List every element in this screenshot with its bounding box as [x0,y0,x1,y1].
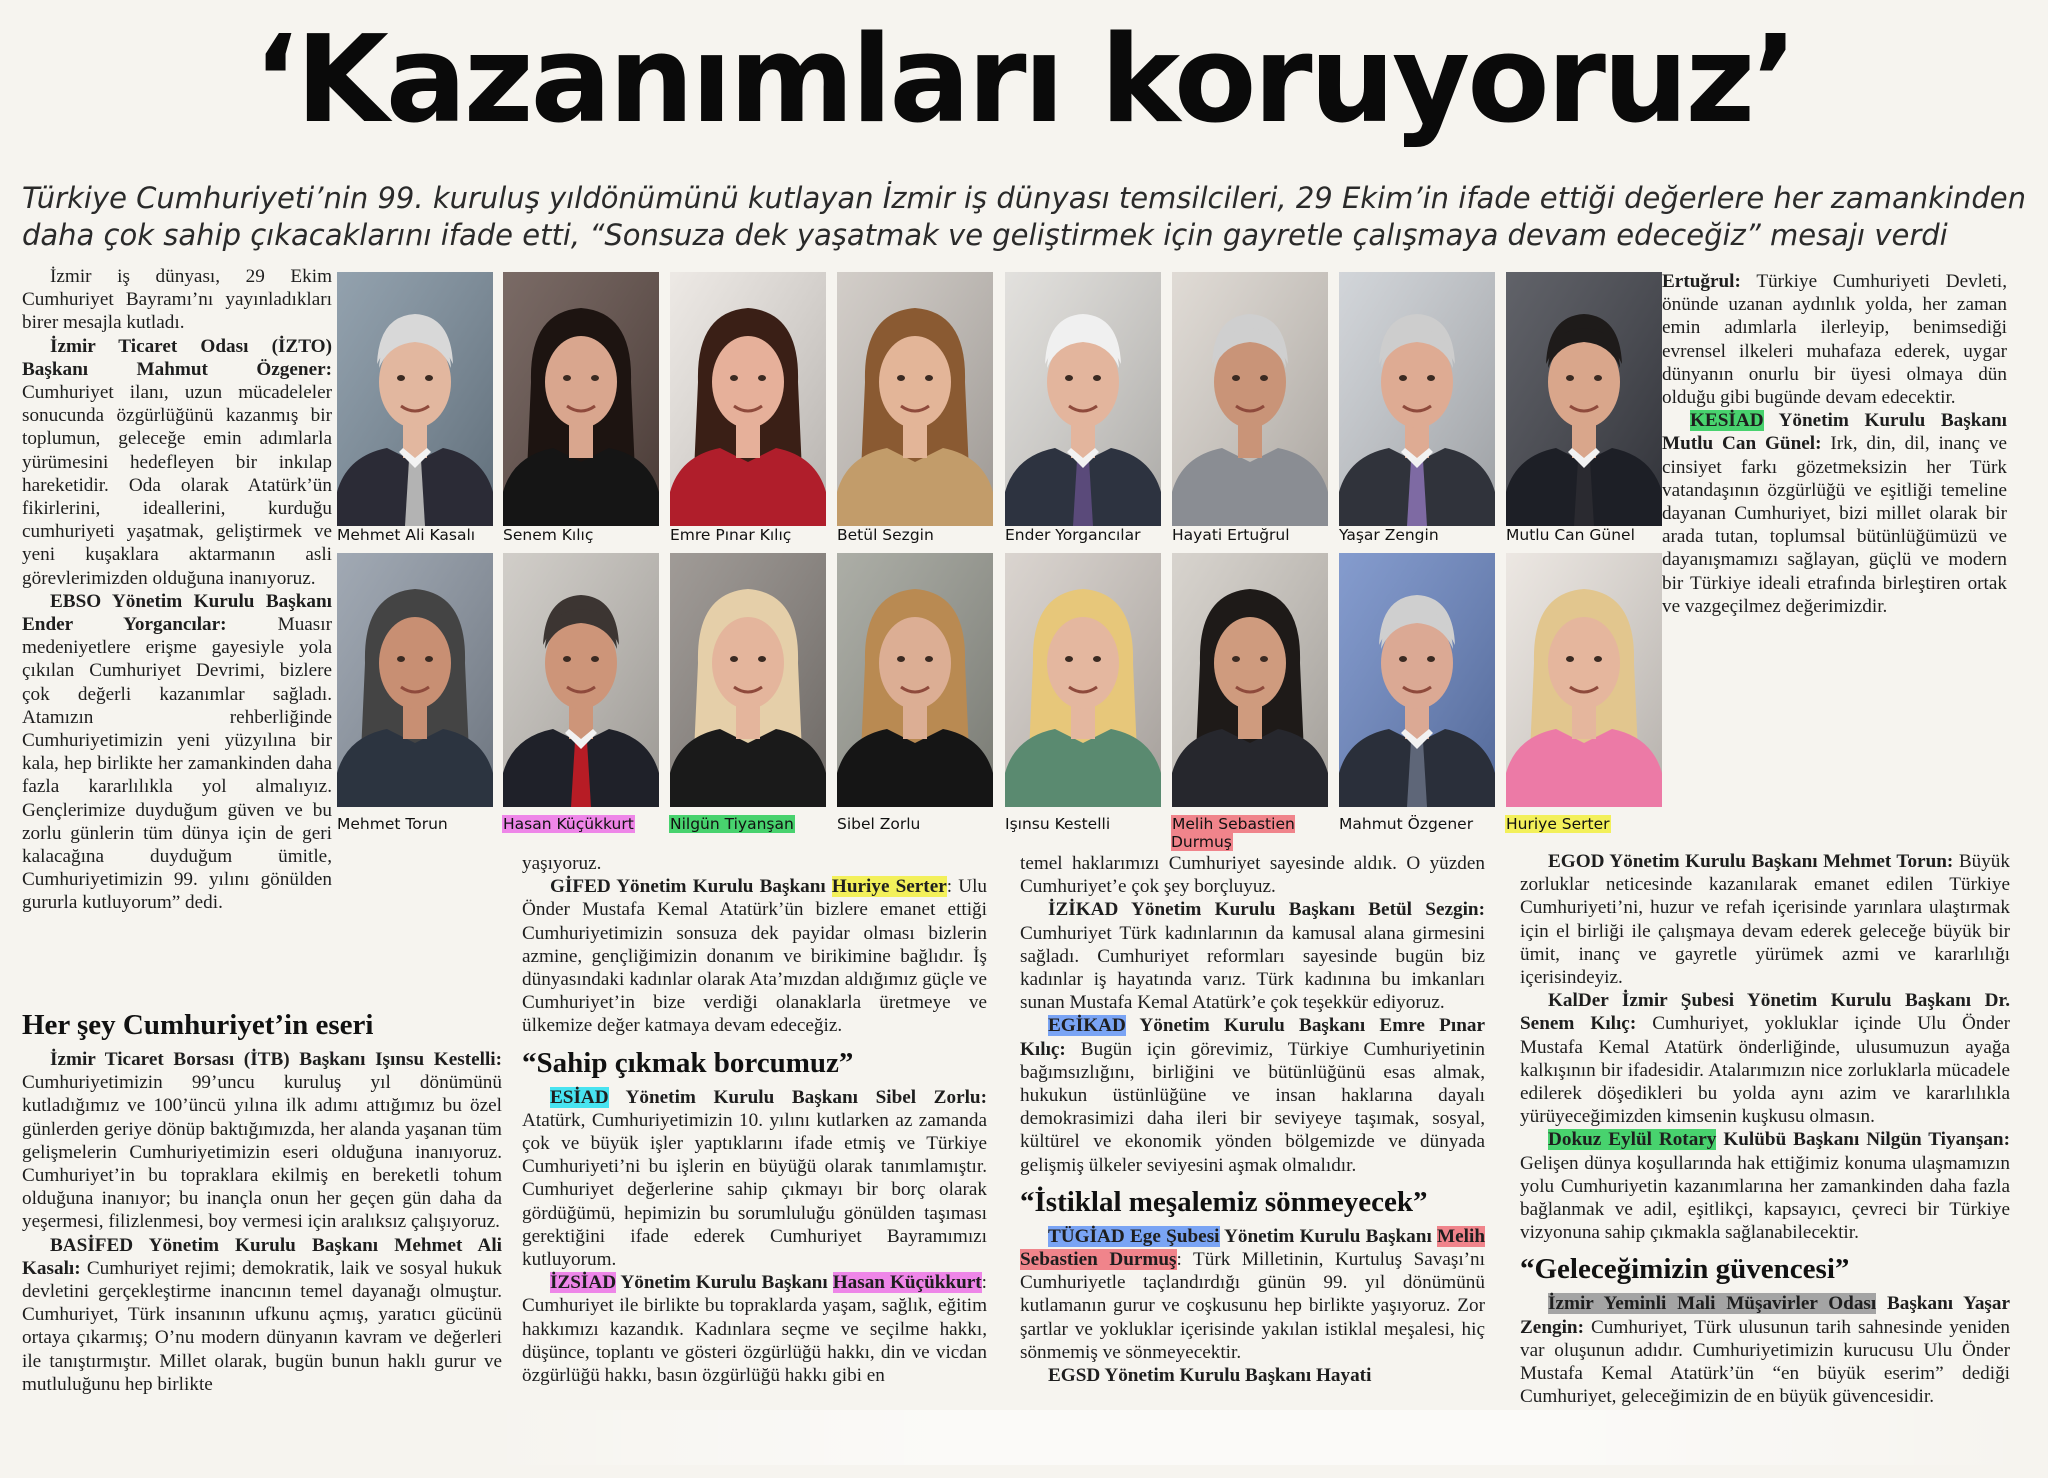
egikad-org: EGİKAD [1048,1015,1126,1037]
photo-14-portrait [1172,553,1328,807]
kesiad-org: KESİAD [1690,410,1764,432]
egod-lead: EGOD Yönetim Kurulu Başkanı Mehmet Torun: [1548,851,1954,872]
iymmo-text: Cumhuriyet, Türk ulusunun tarih sahnesinde yeniden var oluşunun adıdır. Cumhuriyetimizin kurucusu Ulu Önder Mustafa Kemal Atatürk’ün “en büyük eserim” dediği Cumhuriyet, geleceğimizin de en büyük güvencesidir. [1520,1316,2010,1408]
itb-paragraph [22,1048,502,1234]
tugiad-text: : Türk Milletinin, Kurtuluş Savaşı’nı Cumhuriyetle taçlandırdığı günün 99. yıl dönümünü kutlamanın gurur ve coşkusunu hep birlikte yaşıyoruz. Zor şartlar ve yokluklar içerisinde yakılan istiklal meşalesi, hiç sönmemiş ve sönmeyecektir. [1020,1249,1485,1363]
photo-8-portrait [1506,272,1662,526]
subhead-line-2: daha çok sahip çıkacaklarını ifade etti, “Sonsuza dek yaşatmak ve geliştirmek için gayretle çalışmaya devam edeceğiz” mesajı verdi [22,218,1948,252]
iymmo-paragraph [1520,1292,2010,1408]
photo-11-caption-text: Nilgün Tiyanşan [670,815,794,833]
esiad-lead: Yönetim Kurulu Başkanı Sibel Zorlu: [608,1086,987,1108]
gifed-text: : Ulu Önder Mustafa Kemal Atatürk’ün bizlere emanet ettiği Cumhuriyetimizin sonsuza dek payidar olması bizlerin azmine, gençliğimizin donanım ve birikimine bağlıdır. İş dünyasındaki kadınlar olarak Ata’mızdan aldığımız güçle ve Cumhuriyet’in bize verdiği olanaklarla üretmeye ve ülkemize değer katmaya devam edeceğiz. [522,876,987,1037]
photo-9-caption [336,815,508,833]
column-1-top [22,265,332,915]
photo-15 [1339,553,1495,807]
ertugrul-lead: Ertuğrul: [1662,271,1741,292]
kesiad-text: Irk, din, dil, inanç ve cinsiyet farkı gözetmeksizin her Türk vatandaşının özgürlüğü ve eşitliği temeline dayanan Cumhuriyet, bizi millet olarak bir arada tutan, toplumsal bütünlüğümüzü ve dayanışmamızı sağlayan, güçlü ve modern bir Türkiye ideali etrafında birleştiren ortak ve vazgeçilmez değerimizdir. [1662,433,2007,617]
photo-6-portrait [1172,272,1328,526]
photo-4-caption-text: Betül Sezgin [837,526,934,544]
kalder-text: Cumhuriyet, yokluklar içinde Ulu Önder Mustafa Kemal Atatürk önderliğinde, ulusumuzun ayağa kalkışının bir ifadesidir. Atalarımızın nice zorluklarla mücadele edilerek döşedikleri bu yolda aynı azim ve kararlılıkla yürüyeceğimizden kimsenin kuşkusu olmasın. [1520,1013,2010,1128]
photo-1-portrait [337,272,493,526]
gifed-lead: GİFED Yönetim Kurulu Başkanı [550,876,826,898]
column-3 [1020,852,1485,1387]
photo-3-caption [669,526,841,544]
egikad-text: Bugün için görevimiz, Türkiye Cumhuriyetinin bağımsızlığını, birliğini ve bütünlüğünü esas almak, hukukun üstünlüğüne ve insan haklarına dayalı demokrasimizi daha ileri bir seviyeye taşımak, sosyal, kültürel ve ekonomik yönden bölgemizde ve dünyada gelişmiş ülkeler seviyesini aşmak olmalıdır. [1020,1038,1485,1176]
photo-9-portrait [337,553,493,807]
photo-5-portrait [1005,272,1161,526]
photo-4-caption [836,526,1008,544]
basifed-lead: BASİFED Yönetim Kurulu Başkanı Mehmet Ali Kasalı: [22,1234,502,1279]
egsd-lead: EGSD Yönetim Kurulu Başkanı Hayati [1048,1365,1372,1387]
column-1-bottom [22,1000,502,1396]
section-heading-guvence: “Geleceğimizin güvencesi” [1520,1253,1850,1286]
subheadline [22,180,2027,254]
rotary-paragraph [1520,1128,2010,1244]
photo-5-caption [1004,526,1176,544]
rotary-text: Gelişen dünya koşullarında hak ettiğimiz konuma ulaşmamızın yolu Cumhuriyetin kazanımlarına her zamankinden daha fazla bağlanmak ve adil, eşitlikçi, kapsayıcı, çevreci bir Türkiye vizyonuna sahip çıkmakla sağlanabilecektir. [1520,1152,2010,1244]
photo-2 [503,272,659,526]
esiad-text: Atatürk, Cumhuriyetimizin 10. yılını kutlarken az zamanda çok ve büyük işler yaptıklarını ifade etmiş ve Türkiye Cumhuriyeti’ni bu işlerin en büyüğü olarak tanımlamıştır. Cumhuriyet değerlerine sahip çıkmayı bir borç olarak gördüğümü, hepimizin bu sorumluluğu gönülden taşıması gerektiğini ifade ederek Cumhuriyet Bayramımızı kutluyorum. [522,1109,987,1271]
kalder-lead: KalDer İzmir Şubesi Yönetim Kurulu Başkanı Dr. Senem Kılıç: [1520,990,2010,1035]
photo-10-portrait [503,553,659,807]
section-heading-istiklal: “İstiklal meşalemiz sönmeyecek” [1020,1185,1428,1218]
photo-11-caption [669,815,841,833]
photo-1 [337,272,493,526]
izsiad-name: Hasan Küçükkurt [832,1272,982,1294]
col2-continuation: yaşıyoruz. [522,853,602,874]
photo-1-caption [336,526,508,544]
tugiad-lead: Yönetim Kurulu Başkanı [1219,1225,1432,1247]
column-4-bottom [1520,850,2010,1408]
ertugrul-paragraph [1662,270,2007,409]
section-heading-eser: Her şey Cumhuriyet’in eseri [22,1009,374,1041]
izsiad-text: : Cumhuriyet ile birlikte bu topraklarda yaşam, sağlık, eğitim hakkımızı kazandık. Kadınlara seçme ve seçilme hakkı, düşünce, toplantı ve gösteri özgürlüğü hakkı, din ve vicdan özgürlüğü hakkı, basın özgürlüğü hakkı gibi en [522,1272,988,1387]
photo-7-caption [1338,526,1510,544]
photo-3-caption-text: Emre Pınar Kılıç [670,526,792,544]
col3-continuation: temel haklarımızı Cumhuriyet sayesinde aldık. O yüzden Cumhuriyet’e çok şey borçluyuz. [1020,853,1485,898]
izikad-lead: İZİKAD Yönetim Kurulu Başkanı Betül Sezgin: [1048,899,1485,921]
photo-4 [837,272,993,526]
egod-paragraph [1520,850,2010,989]
photo-15-caption [1338,815,1510,833]
kesiad-paragraph [1662,409,2007,618]
ertugrul-text: Türkiye Cumhuriyeti Devleti, önünde uzanan aydınlık yolda, her zaman emin adımlarla ilerleyip, benimsediği evrensel ilkeleri muhafaza ederek, uygar dünyanın onurlu bir üyesi olmaya dün olduğu gibi bugünde devam edecektir. [1662,271,2007,409]
photo-6-caption-text: Hayati Ertuğrul [1172,526,1290,544]
photo-12-caption [836,815,1008,833]
gifed-paragraph [522,875,987,1037]
photo-13-caption [1004,815,1176,833]
gifed-name: Huriye Serter [831,876,947,898]
photo-4-portrait [837,272,993,526]
ebso-text: Muasır medeniyetlere erişme gayesiyle yola çıkılan Cumhuriyet Devrimi, bizlere çok değerli kazanımlar sağladı. Atamızın rehberliğinde Cumhuriyetimizin yeni yüzyılına bir kala, hep birlikte her zamankinden daha fazla kararlılıkla yol almalıyız. Gençlerimize duyduğum güven ve bu zorlu günlerin tüm dünya için de geri kalacağına duyduğum ümitle, Cumhuriyetimizin 99. yılını gönülden gururla kutluyorum” dedi. [22,614,332,914]
photo-16-portrait [1506,553,1662,807]
intro-paragraph: İzmir iş dünyası, 29 Ekim Cumhuriyet Bayramı’nı yayınladıkları birer mesajla kutladı. [22,266,332,334]
column-4-top [1662,270,2007,618]
photo-10-caption [502,815,674,833]
itb-lead: İzmir Ticaret Borsası (İTB) Başkanı Işınsu Kestelli: [50,1049,502,1070]
photo-7-portrait [1339,272,1495,526]
iymmo-org: İzmir Yeminli Mali Müşavirler Odası [1548,1293,1877,1315]
photo-14 [1172,553,1328,807]
photo-12-caption-text: Sibel Zorlu [837,815,921,833]
izto-paragraph [22,335,332,590]
ebso-paragraph [22,590,332,915]
izto-text: Cumhuriyet ilanı, uzun mücadeleler sonucunda özgürlüğünü kazanmış bir toplumun, geleceğe emin adımlarla yürümesini hedefleyen bir inkılap hareketidir. Oda olarak Atatürk’ün fikirlerini, ideallerini, kurduğu cumhuriyeti yaşatmak, geliştirmek ve yeni kuşaklara aktarmanın asli görevlerimizden olduğuna inanıyoruz. [22,382,332,589]
photo-12-portrait [837,553,993,807]
izsiad-paragraph [522,1271,987,1387]
photo-10 [503,553,659,807]
basifed-paragraph [22,1234,502,1396]
tugiad-org: TÜGİAD Ege Şubesi [1048,1225,1220,1247]
photo-16-caption [1505,815,1677,833]
photo-5 [1005,272,1161,526]
photo-11 [670,553,826,807]
kalder-paragraph [1520,989,2010,1128]
photo-3-portrait [670,272,826,526]
izikad-text: Cumhuriyet Türk kadınlarının da kamusal alana girmesini sağladı. Cumhuriyet reformları sayesinde bugün biz kadınlar iş hayatında varız. Türk kadınına bu imkanları sunan Mustafa Kemal Atatürk’e çok teşekkür ediyoruz. [1020,922,1485,1014]
egikad-lead: Yönetim Kurulu Başkanı Emre Pınar Kılıç: [1020,1015,1485,1060]
photo-6-caption [1171,526,1343,544]
photo-14-caption [1171,815,1321,851]
izsiad-org: İZSİAD [550,1272,617,1294]
photo-13-caption-text: Işınsu Kestelli [1005,815,1111,833]
egod-text: Büyük zorluklar neticesinde kazanılarak emanet edilen Türkiye Cumhuriyeti’ni, huzur ve refah içerisinde yarınlara ulaştırmak için el birliği ile çalışmaya devam ederek geleceğe büyük bir ümit, inanç ve gayretle yürümek azmi ve kararlılığı içerisindeyiz. [1520,851,2010,989]
subhead-line-1: Türkiye Cumhuriyeti’nin 99. kuruluş yıldönümünü kutlayan İzmir iş dünyası temsilcileri, 29 Ekim’in ifade ettiği değerlere her zamankinden [22,181,2027,215]
photo-15-portrait [1339,553,1495,807]
rotary-lead: Kulübü Başkanı Nilgün Tiyanşan: [1716,1129,2010,1151]
ebso-lead: EBSO Yönetim Kurulu Başkanı Ender Yorgancılar: [22,590,332,636]
photo-12 [837,553,993,807]
photo-13 [1005,553,1161,807]
iymmo-lead: Başkanı Yaşar Zengin: [1520,1293,2010,1338]
photo-6 [1172,272,1328,526]
izsiad-lead: Yönetim Kurulu Başkanı [616,1272,828,1294]
photo-16-caption-text: Huriye Serter [1506,815,1610,833]
photo-9-caption-text: Mehmet Torun [337,815,448,833]
photo-7 [1339,272,1495,526]
photo-9 [337,553,493,807]
photo-11-portrait [670,553,826,807]
basifed-text: Cumhuriyet rejimi; demokratik, laik ve sosyal hukuk devletini gerçekleştirme inancının temel dayanağı olmuştur. Cumhuriyet, Türk insanının ufkunu açmış, yaratıcı gücünü ortaya çıkarmış; O’nu modern dünyanın kavram ve değerleri ile tanıştırmıştır. Millet olarak, bugün bunun haklı gurur ve mutluluğunu hep birlikte [22,1257,502,1395]
izikad-paragraph [1020,898,1485,1014]
esiad-org: ESİAD [550,1086,609,1108]
tugiad-name: Melih Sebastien Durmuş [1020,1225,1486,1271]
section-heading-sahip: “Sahip çıkmak borcumuz” [522,1046,854,1079]
egsd-paragraph [1020,1364,1485,1387]
headline: ‘Kazanımları koruyoruz’ [253,11,1795,150]
photo-5-caption-text: Ender Yorgancılar [1005,526,1141,544]
itb-text: Cumhuriyetimizin 99’uncu kuruluş yıl dönümünü kutladığımız ve 100’üncü yılına ilk adımı attığımız bu özel günlerden geriye dönüp baktığımızda, her alanda yaşanan tüm gelişmelerin Cumhuriyetimizin eseri olduğuna inanıyoruz. Cumhuriyet’in bu topraklara ekilmiş en bereketli tohum olduğuna inanıyor; bu inançla onun her geçen gün daha da yeşermesi, filizlenmesi, boy vermesi için aralıksız çalışıyoruz. [22,1072,502,1233]
photo-2-portrait [503,272,659,526]
photo-16 [1506,553,1662,807]
photo-10-caption-text: Hasan Küçükkurt [503,815,634,833]
photo-2-caption-text: Senem Kılıç [503,526,594,544]
photo-3 [670,272,826,526]
scan-glare [480,1410,2030,1465]
column-2 [522,852,987,1387]
rotary-org: Dokuz Eylül Rotary [1548,1129,1717,1151]
photo-7-caption-text: Yaşar Zengin [1339,526,1439,544]
tugiad-paragraph [1020,1225,1485,1364]
photo-8 [1506,272,1662,526]
photo-8-caption-text: Mutlu Can Günel [1506,526,1635,544]
egikad-paragraph [1020,1014,1485,1176]
photo-8-caption [1505,526,1677,544]
izto-lead: İzmir Ticaret Odası (İZTO) Başkanı Mahmut Özgener: [22,335,332,380]
photo-13-portrait [1005,553,1161,807]
photo-2-caption [502,526,674,544]
photo-14-caption-text: Melih Sebastien Durmuş [1171,815,1295,851]
photo-15-caption-text: Mahmut Özgener [1339,815,1474,833]
kesiad-lead: Yönetim Kurulu Başkanı Mutlu Can Günel: [1662,410,2007,455]
photo-1-caption-text: Mehmet Ali Kasalı [337,526,476,544]
esiad-paragraph [522,1086,987,1272]
